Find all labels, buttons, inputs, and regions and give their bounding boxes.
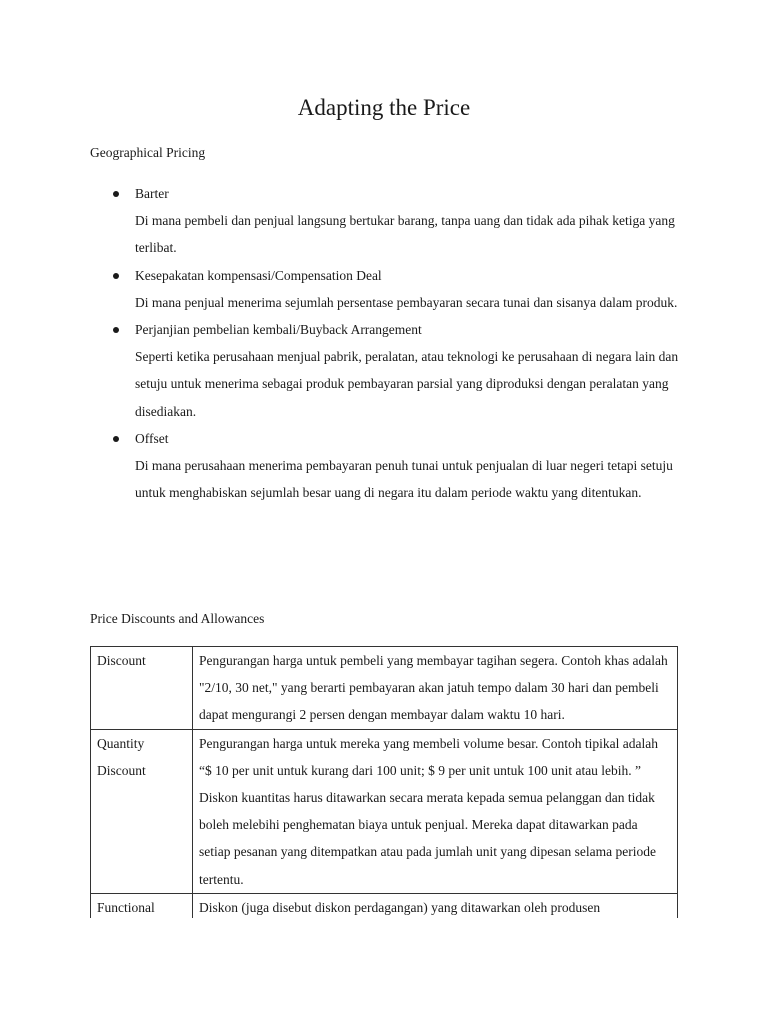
section-heading-geographical-pricing: Geographical Pricing	[90, 145, 206, 160]
table-cell-description: Pengurangan harga untuk pembeli yang membayar tagihan segera. Contoh khas adalah "2/10, 30 net," yang berarti pembayaran akan jatuh tempo dalam 30 hari dan pembeli dapat mengurangi 2 persen dengan membayar dalam waktu 10 hari.	[193, 647, 678, 730]
list-item-title: Barter	[135, 186, 169, 201]
table-cell-description: Diskon (juga disebut diskon perdagangan) yang ditawarkan oleh produsen	[193, 893, 678, 918]
list-item-description: Di mana penjual menerima sejumlah persentase pembayaran secara tunai dan sisanya dalam produk.	[135, 294, 678, 310]
table-cell-term: Quantity Discount	[91, 729, 193, 893]
table-cell-description: Pengurangan harga untuk mereka yang membeli volume besar. Contoh tipikal adalah “$ 10 per unit untuk kurang dari 100 unit; $ 9 per unit untuk 100 unit atau lebih. ” Diskon kuantitas harus ditawarkan secara merata kepada semua pelanggan dan tidak boleh melebihi penghematan biaya untuk penjual. Mereka dapat ditawarkan pada setiap pesanan yang ditempatkan atau pada jumlah unit yang dipesan selama periode tertentu.	[193, 729, 678, 893]
list-item-title: Offset	[135, 430, 169, 446]
discounts-table	[90, 646, 678, 918]
document-title: Adapting the Price	[297, 95, 471, 120]
table-cell-term: Functional	[91, 893, 193, 918]
table-row	[91, 729, 678, 893]
list-item-description: Di mana perusahaan menerima pembayaran penuh tunai untuk penjualan di luar negeri tetapi setuju untuk menghabiskan sejumlah besar uang di negara itu dalam periode waktu yang ditentukan.	[135, 458, 673, 501]
list-item-description: Seperti ketika perusahaan menjual pabrik, peralatan, atau teknologi ke perusahaan di negara lain dan setuju untuk menerima sebagai produk pembayaran parsial yang diproduksi dengan peralatan yang disediakan.	[135, 349, 679, 419]
table-cell-term: Discount	[91, 647, 193, 730]
list-item-title: Kesepakatan kompensasi/Compensation Deal	[135, 267, 382, 283]
table-row	[91, 893, 678, 918]
list-item-title: Perjanjian pembelian kembali/Buyback Arrangement	[135, 322, 422, 338]
table-row	[91, 647, 678, 730]
list-item-description: Di mana pembeli dan penjual langsung bertukar barang, tanpa uang dan tidak ada pihak ketiga yang terlibat.	[135, 213, 675, 256]
section-heading-price-discounts: Price Discounts and Allowances	[90, 611, 265, 626]
